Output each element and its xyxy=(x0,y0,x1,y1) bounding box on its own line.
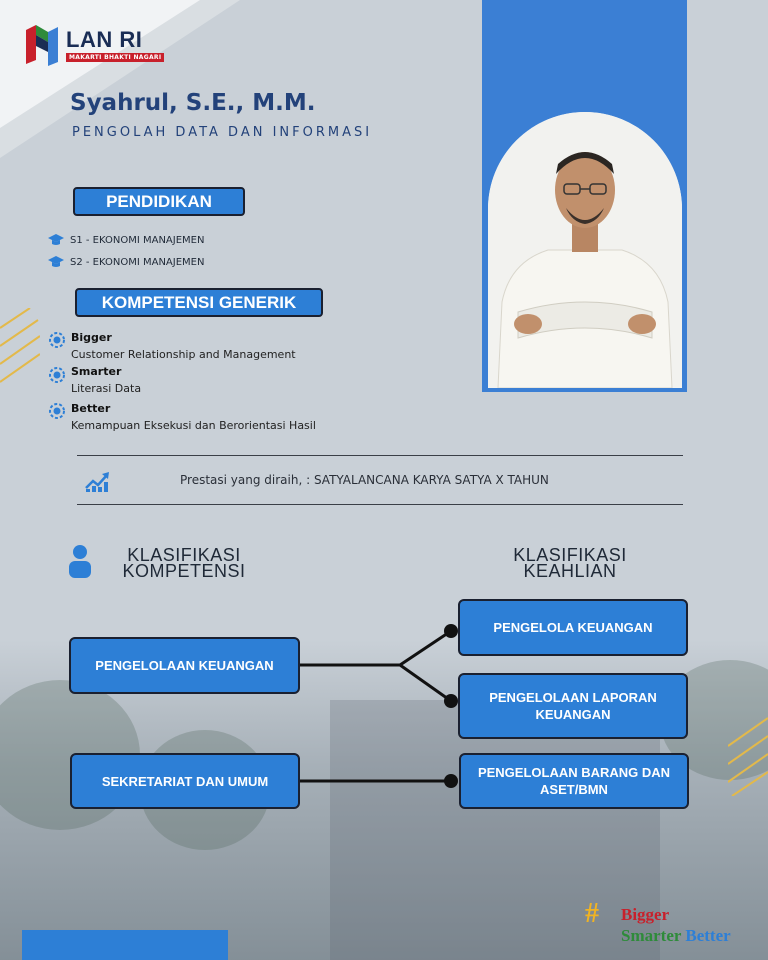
tagline-smarter-better xyxy=(621,926,731,946)
gear-icon xyxy=(48,402,66,420)
competency-desc: Customer Relationship and Management xyxy=(71,348,296,361)
decorative-stripes xyxy=(728,716,768,796)
competency-box: PENGELOLAAN KEUANGAN xyxy=(69,637,300,694)
gear-icon xyxy=(48,366,66,384)
graduation-cap-icon xyxy=(48,234,64,246)
klasifikasi-kompetensi-line: KOMPETENSI xyxy=(122,561,246,581)
klasifikasi-keahlian-line: KLASIFIKASI xyxy=(513,545,627,565)
tagline-better: Better xyxy=(685,926,731,945)
competency-title: Bigger xyxy=(71,331,112,344)
pendidikan-heading: PENDIDIKAN xyxy=(73,187,245,216)
profile-role: PENGOLAH DATA DAN INFORMASI xyxy=(72,125,373,140)
expertise-box: PENGELOLA KEUANGAN xyxy=(458,599,688,656)
gear-icon xyxy=(48,331,66,349)
education-text: S2 - EKONOMI MANAJEMEN xyxy=(70,256,205,268)
expertise-box: PENGELOLAAN LAPORAN KEUANGAN xyxy=(458,673,688,739)
education-text: S1 - EKONOMI MANAJEMEN xyxy=(70,234,205,246)
klasifikasi-kompetensi-title xyxy=(122,547,246,579)
person-icon xyxy=(68,544,92,578)
competency-desc: Kemampuan Eksekusi dan Berorientasi Hasil xyxy=(71,419,316,432)
divider xyxy=(77,455,683,456)
education-item xyxy=(48,256,204,268)
person-portrait-illustration xyxy=(488,112,682,388)
bottom-accent-bar xyxy=(22,930,228,960)
graduation-cap-icon xyxy=(48,256,64,268)
growth-chart-icon xyxy=(84,470,110,492)
profile-photo xyxy=(488,112,682,388)
decorative-stripes xyxy=(0,308,40,388)
achievement-text: Prestasi yang diraih, : SATYALANCANA KARYA SATYA X TAHUN xyxy=(180,473,549,487)
logo-subtitle: MAKARTI BHAKTI NAGARI xyxy=(66,53,164,62)
divider xyxy=(77,504,683,505)
tagline-bigger: Bigger xyxy=(621,905,670,924)
hashtag-symbol: # xyxy=(585,898,599,929)
klasifikasi-keahlian-line: KEAHLIAN xyxy=(523,561,617,581)
logo-title: LAN RI xyxy=(66,26,143,52)
competency-box: SEKRETARIAT DAN UMUM xyxy=(70,753,300,809)
competency-title: Better xyxy=(71,402,111,415)
lan-ri-logo xyxy=(22,22,164,66)
kompetensi-heading: KOMPETENSI GENERIK xyxy=(75,288,323,317)
education-item xyxy=(48,234,204,246)
klasifikasi-kompetensi-line: KLASIFIKASI xyxy=(127,545,241,565)
klasifikasi-keahlian-title xyxy=(508,547,632,579)
tagline-smarter: Smarter xyxy=(621,926,682,945)
competency-title: Smarter xyxy=(71,365,122,378)
expertise-box: PENGELOLAAN BARANG DAN ASET/BMN xyxy=(459,753,689,809)
lan-logo-icon xyxy=(22,22,62,66)
profile-name: Syahrul, S.E., M.M. xyxy=(70,90,316,116)
competency-desc: Literasi Data xyxy=(71,382,142,395)
background-building xyxy=(330,700,660,960)
